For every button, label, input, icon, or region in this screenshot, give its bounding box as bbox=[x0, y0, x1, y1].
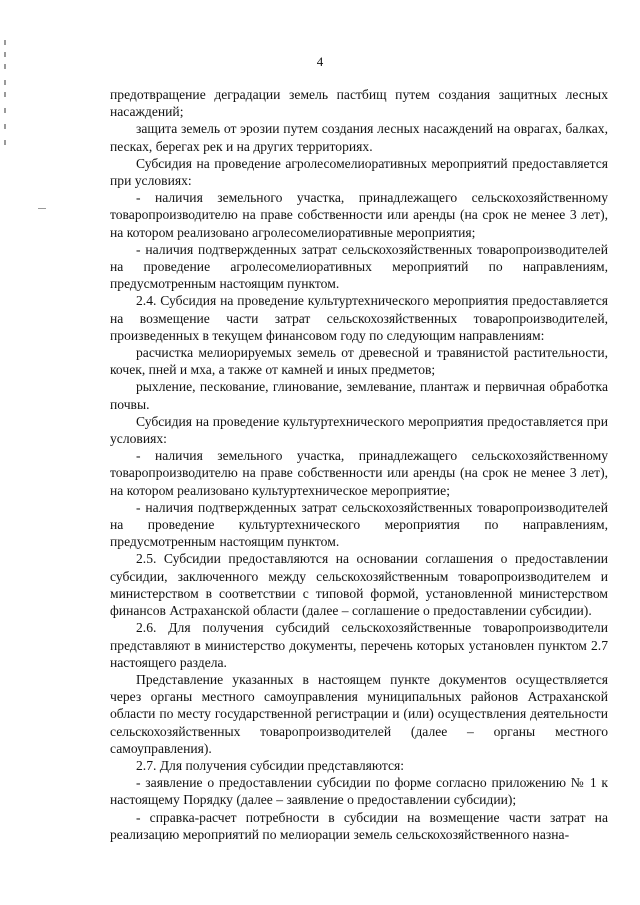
margin-dash-mark bbox=[38, 208, 46, 209]
paragraph: Представление указанных в настоящем пункте документов осуществляется через органы местного самоуправления муниципальных районов Астраханской области по месту государственной регистрации и (или) осуществления деятельности сельскохозяйственных товаропроизводителей (далее – органы местного самоуправления). bbox=[110, 671, 608, 756]
section-2-4-paragraph: 2.4. Субсидия на проведение культуртехнического мероприятия предоставляется на возмещение части затрат сельскохозяйственных товаропроизводителей, произведенных в текущем финансовом году по следующим направлениям: bbox=[110, 293, 608, 343]
list-item: - наличия подтвержденных затрат сельскохозяйственных товаропроизводителей на проведение агролесомелиоративных мероприятий по направлениям, предусмотренным настоящим пунктом. bbox=[110, 241, 608, 292]
paragraph: защита земель от эрозии путем создания лесных насаждений на оврагах, балках, песках, берегах рек и на других территориях. bbox=[110, 121, 608, 154]
document-body bbox=[110, 86, 608, 843]
list-item: - наличия земельного участка, принадлежащего сельскохозяйственному товаропроизводителю на праве собственности или аренды (на срок не менее 3 лет), на котором реализовано культуртехническое мероприятие; bbox=[110, 448, 608, 498]
paragraph: предотвращение деградации земель пастбищ путем создания защитных лесных насаждений; bbox=[110, 87, 608, 120]
section-2-6-paragraph: 2.6. Для получения субсидий сельскохозяйственные товаропроизводители представляют в министерство документы, перечень которых установлен пунктом 2.7 настоящего раздела. bbox=[110, 620, 608, 670]
section-2-7-heading: 2.7. Для получения субсидии представляются: bbox=[136, 757, 405, 773]
paragraph: Субсидия на проведение культуртехнического мероприятия предоставляется при условиях: bbox=[110, 413, 608, 447]
list-item: - наличия подтвержденных затрат сельскохозяйственных товаропроизводителей на проведение культуртехнического мероприятия по направлениям, предусмотренным настоящим пунктом. bbox=[110, 499, 608, 550]
section-2-5-paragraph: 2.5. Субсидии предоставляются на основании соглашения о предоставлении субсидии, заключенного между сельскохозяйственным товаропроизводителем и министерством в соответствии с типовой формой, установленной министерством финансов Астраханской области (далее – соглашение о предоставлении субсидии). bbox=[110, 551, 608, 619]
paragraph: рыхление, пескование, глинование, землевание, плантаж и первичная обработка почвы. bbox=[110, 379, 608, 412]
paragraph: Субсидия на проведение агролесомелиоративных мероприятий предоставляется при условиях: bbox=[110, 155, 608, 189]
list-item: - наличия земельного участка, принадлежащего сельскохозяйственному товаропроизводителю на праве собственности или аренды (на срок не менее 3 лет), на котором реализовано агролесомелиоративные мероприятия; bbox=[110, 190, 608, 240]
list-item: - заявление о предоставлении субсидии по форме согласно приложению № 1 к настоящему Порядку (далее – заявление о предоставлении субсидии); bbox=[110, 775, 608, 808]
list-item: - справка-расчет потребности в субсидии на возмещение части затрат на реализацию мероприятий по мелиорации земель сельскохозяйственного назна- bbox=[110, 809, 608, 842]
paragraph: расчистка мелиорируемых земель от древесной и травянистой растительности, кочек, пней и мха, а также от камней и иных предметов; bbox=[110, 345, 608, 378]
page-number: 4 bbox=[316, 54, 324, 69]
